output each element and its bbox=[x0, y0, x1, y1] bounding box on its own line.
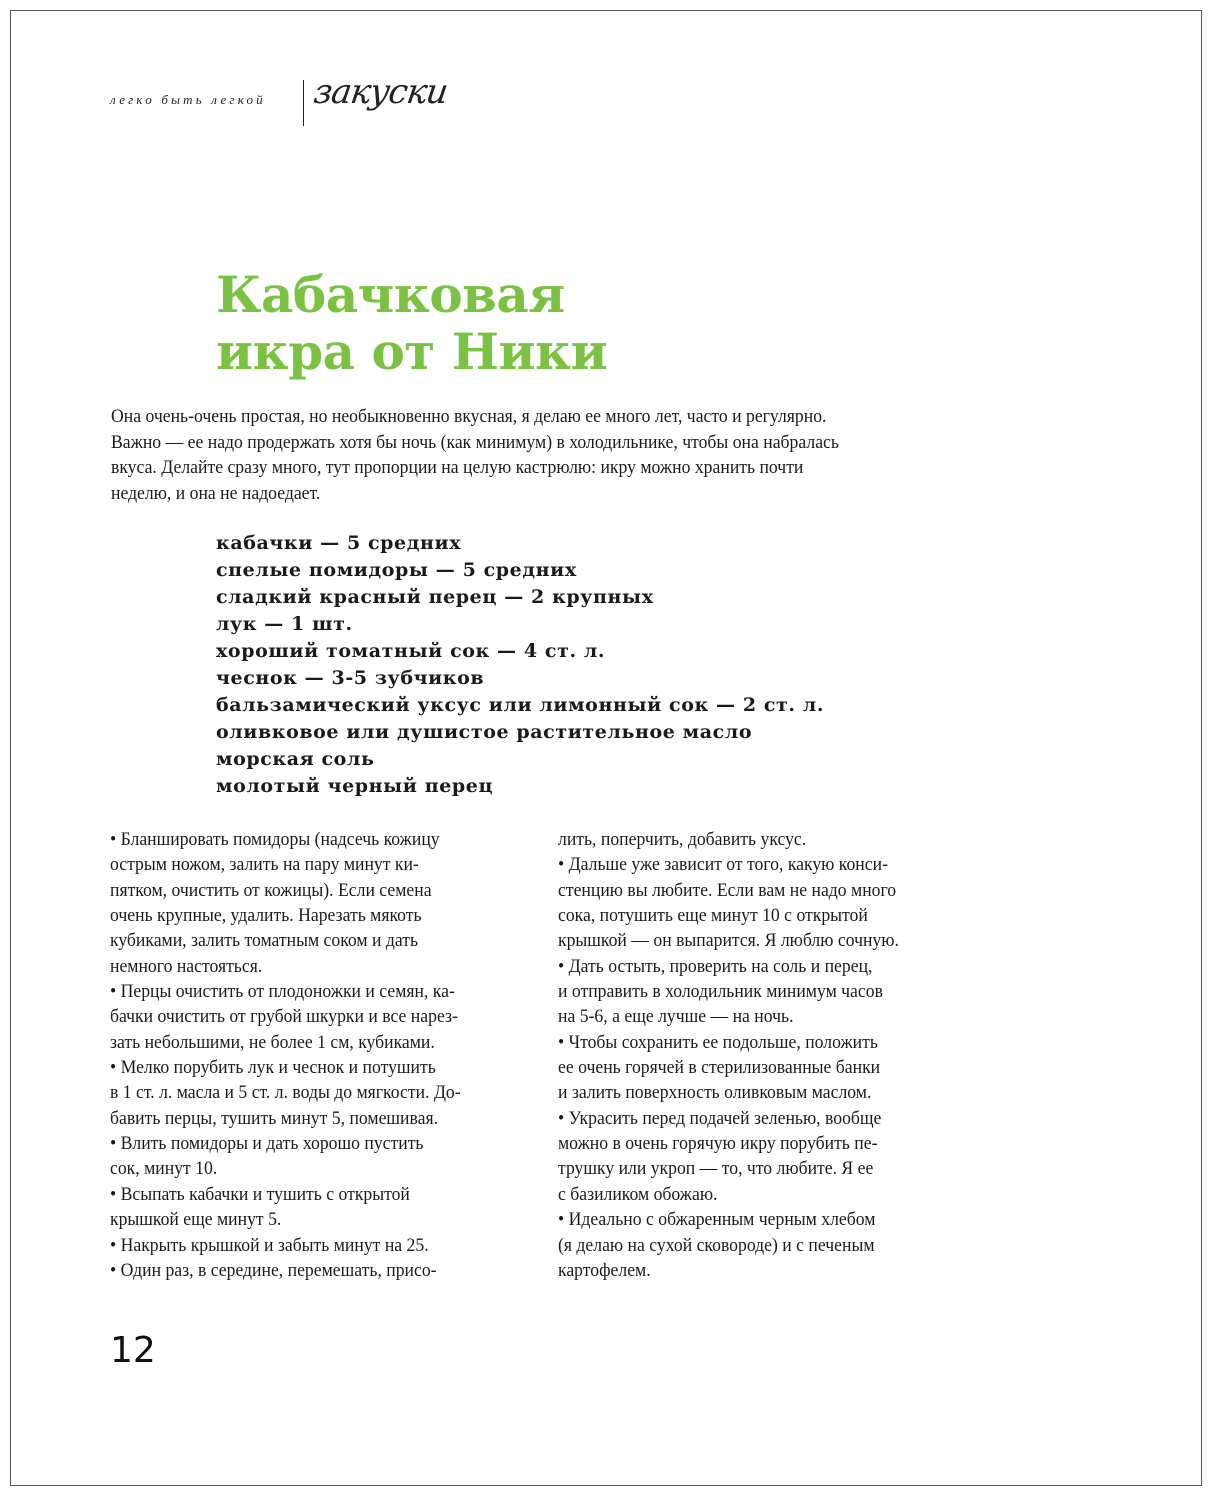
step-line: (я делаю на сухой сковороде) и с печеным bbox=[558, 1234, 875, 1256]
step-line: бавить перцы, тушить минут 5, помешивая. bbox=[110, 1107, 438, 1129]
ingredient-item: лук — 1 шт. bbox=[216, 613, 353, 635]
step-line: бачки очистить от грубой шкурки и все нарез- bbox=[110, 1006, 458, 1028]
step-line: картофелем. bbox=[558, 1259, 651, 1281]
ingredient-item: молотый черный перец bbox=[216, 775, 494, 797]
ingredient-item: спелые помидоры — 5 средних bbox=[216, 559, 577, 581]
step-line: стенцию вы любите. Если вам не надо много bbox=[558, 879, 897, 901]
recipe-title bbox=[216, 266, 607, 380]
step-line: можно в очень горячую икру порубить пе- bbox=[558, 1133, 878, 1155]
step-line: зать небольшими, не более 1 см, кубиками. bbox=[110, 1031, 435, 1053]
step-line: • Накрыть крышкой и забыть минут на 25. bbox=[110, 1234, 429, 1256]
step-line: пятком, очистить от кожицы). Если семена bbox=[110, 879, 432, 901]
steps-column-left bbox=[110, 827, 487, 1283]
step-line: очень крупные, удалить. Нарезать мякоть bbox=[110, 905, 422, 927]
intro-line: вкуса. Делайте сразу много, тут пропорции на целую кастрюлю: икру можно хранить почти bbox=[111, 457, 804, 478]
step-line: на 5-6, а еще лучше — на ночь. bbox=[558, 1006, 794, 1028]
step-line: лить, поперчить, добавить уксус. bbox=[558, 829, 807, 850]
ingredients-list bbox=[216, 530, 824, 800]
ingredient-item: кабачки — 5 средних bbox=[216, 532, 462, 554]
step-line: в 1 ст. л. масла и 5 ст. л. воды до мягкости. До- bbox=[110, 1082, 461, 1104]
step-line: немного настояться. bbox=[110, 955, 263, 977]
title-line: Кабачковая bbox=[216, 265, 565, 324]
step-line: • Бланшировать помидоры (надсечь кожицу bbox=[110, 829, 440, 850]
step-line: кубиками, залить томатным соком и дать bbox=[110, 930, 419, 952]
step-line: с базиликом обожаю. bbox=[558, 1183, 718, 1205]
step-line: трушку или укроп — то, что любите. Я ее bbox=[558, 1158, 874, 1180]
ingredient-item: бальзамический уксус или лимонный сок — 2 ст. л. bbox=[216, 694, 825, 716]
step-line: и отправить в холодильник минимум часов bbox=[558, 981, 883, 1003]
step-line: • Всыпать кабачки и тушить с открытой bbox=[110, 1183, 410, 1205]
step-line: • Дать остыть, проверить на соль и перец, bbox=[558, 955, 873, 977]
step-line: • Дальше уже зависит от того, какую конси- bbox=[558, 854, 888, 876]
intro-paragraph bbox=[111, 404, 894, 506]
step-line: сок, минут 10. bbox=[110, 1158, 218, 1180]
intro-line: Она очень-очень простая, но необыкновенно вкусная, я делаю ее много лет, часто и регулярно. bbox=[111, 406, 827, 427]
ingredient-item: чеснок — 3-5 зубчиков bbox=[216, 667, 485, 689]
steps-column-right bbox=[558, 827, 925, 1283]
title-line: икра от Ники bbox=[216, 322, 608, 381]
step-line: • Мелко порубить лук и чеснок и потушить bbox=[110, 1057, 436, 1079]
step-line: • Влить помидоры и дать хорошо пустить bbox=[110, 1133, 424, 1155]
page-number: 12 bbox=[110, 1330, 156, 1371]
header-divider bbox=[303, 80, 304, 126]
step-line: ее очень горячей в стерилизованные банки bbox=[558, 1057, 881, 1079]
step-line: и залить поверхность оливковым маслом. bbox=[558, 1082, 872, 1104]
ingredient-item: сладкий красный перец — 2 крупных bbox=[216, 586, 654, 608]
step-line: крышкой еще минут 5. bbox=[110, 1209, 282, 1231]
step-line: сока, потушить еще минут 10 с открытой bbox=[558, 905, 868, 927]
step-line: острым ножом, залить на пару минут ки- bbox=[110, 854, 419, 876]
step-line: • Украсить перед подачей зеленью, вообще bbox=[558, 1107, 882, 1129]
intro-line: неделю, и она не надоедает. bbox=[111, 482, 321, 504]
step-line: • Чтобы сохранить ее подольше, положить bbox=[558, 1031, 878, 1053]
ingredient-item: морская соль bbox=[216, 748, 375, 770]
ingredient-item: хороший томатный сок — 4 ст. л. bbox=[216, 640, 606, 662]
section-title: закуски bbox=[311, 72, 450, 112]
step-line: • Перцы очистить от плодоножки и семян, ка- bbox=[110, 981, 455, 1003]
step-line: • Идеально с обжаренным черным хлебом bbox=[558, 1209, 876, 1231]
step-line: крышкой — он выпарится. Я люблю сочную. bbox=[558, 930, 899, 952]
ingredient-item: оливковое или душистое растительное масло bbox=[216, 721, 753, 743]
intro-line: Важно — ее надо продержать хотя бы ночь (как минимум) в холодильнике, чтобы она набралась bbox=[111, 431, 839, 453]
step-line: • Один раз, в середине, перемешать, присо- bbox=[110, 1259, 437, 1281]
running-title: легко быть легкой bbox=[110, 92, 266, 107]
